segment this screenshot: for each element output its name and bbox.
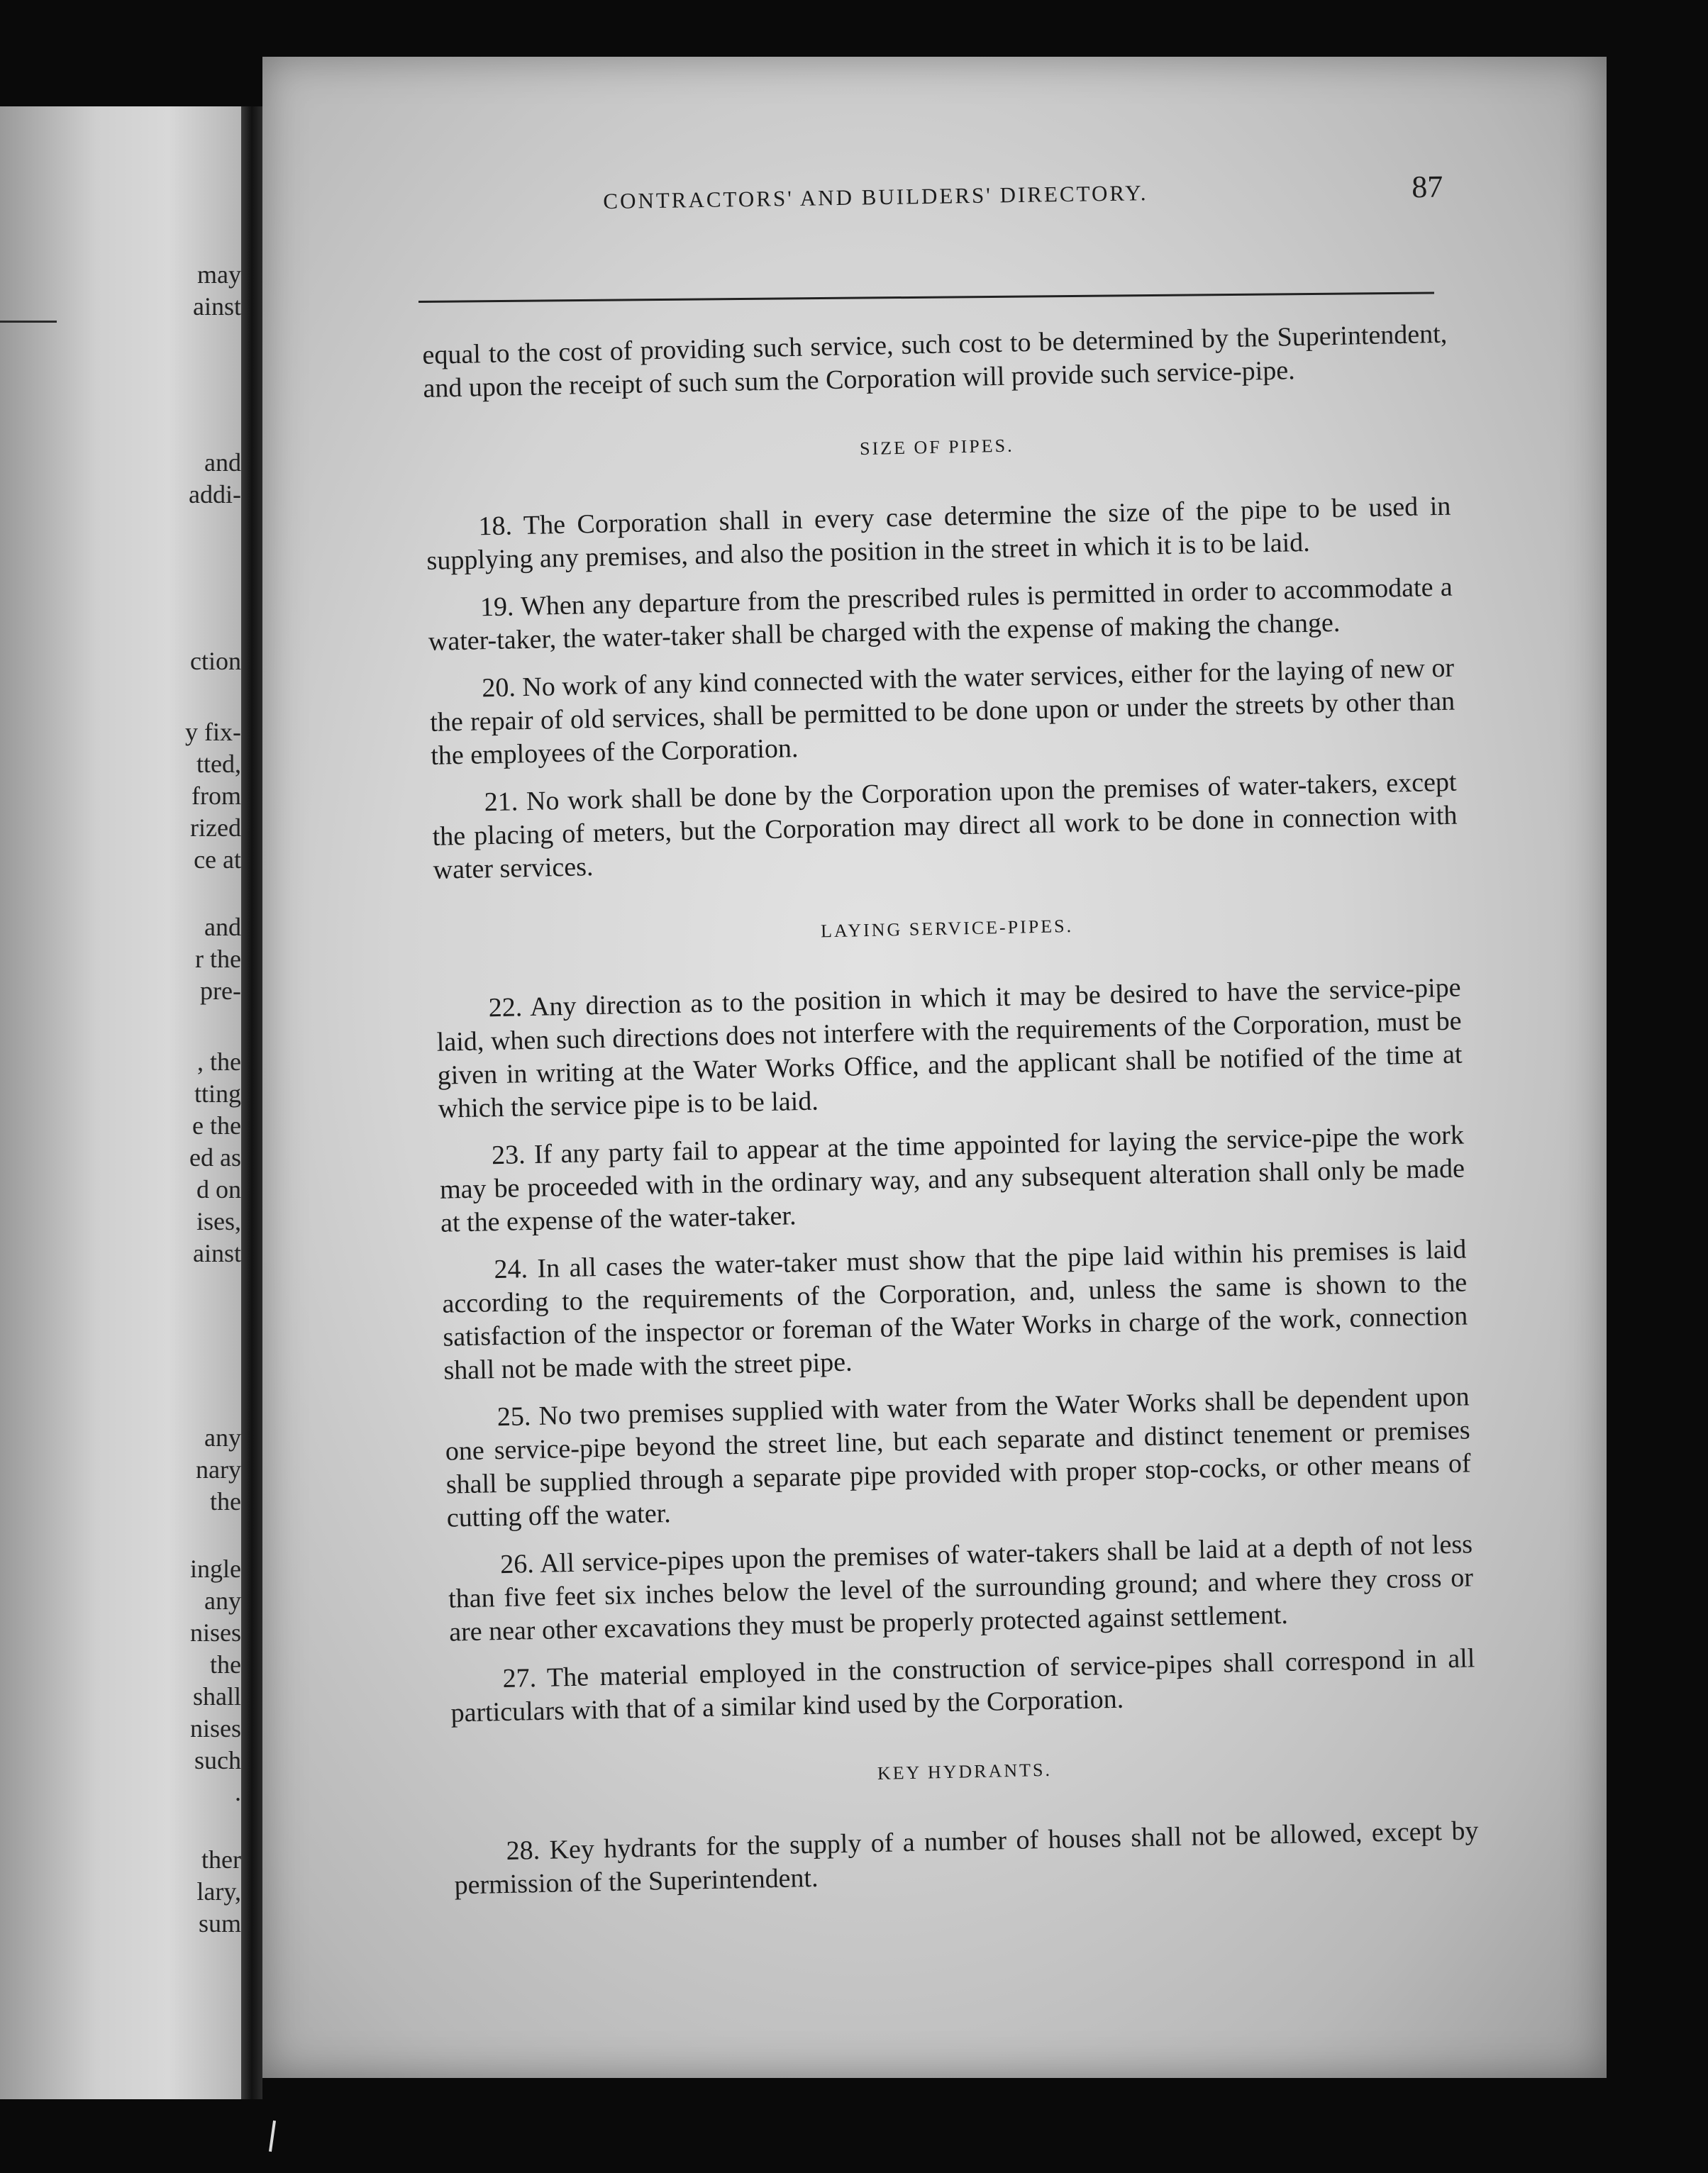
left-page-fragment: y fix- (185, 718, 241, 746)
left-page-fragment: any (204, 1423, 241, 1452)
opening-paragraph: equal to the cost of providing such service, such cost to be determined by the Superintendent, and upon the receipt of such sum the Corporation will provide such service-pipe. (422, 318, 1448, 404)
left-page-fragment: r the (195, 945, 241, 973)
page-body (422, 318, 1480, 1917)
left-page-fragment: ce at (194, 845, 241, 874)
rule-22: 22. Any direction as to the position in which it may be desired to have the service-pipe laid, when such directions does not interfere with the requirements of the Corporation, must be given in writing at the Water Works Office, and the applicant shall be notified of the time at which the service pipe is to be laid. (436, 972, 1463, 1124)
rule-24: 24. In all cases the water-taker must show that the pipe laid within his premises is laid according to the requirements of the Corporation, and, unless the same is shown to the satisfaction of the inspector or foreman of the Water Works in charge of the work, connection shall not be made with the street pipe. (442, 1234, 1468, 1386)
left-page-fragment: addi- (189, 480, 241, 508)
rule-23: 23. If any party fail to appear at the time appointed for laying the service-pipe the work may be proceeded with in the ordinary way, and any subsequent alteration shall only be made at the expense of the water-taker. (439, 1120, 1465, 1238)
left-page-fragment: nises (190, 1618, 241, 1647)
section-heading-size-of-pipes: SIZE OF PIPES. (859, 435, 1014, 460)
left-page-fragment: tting (194, 1079, 241, 1108)
rule-18: 18. The Corporation shall in every case determine the size of the pipe to be used in supplying any premises, and also the position in the street in which it is to be laid. (426, 491, 1451, 576)
rule-21: 21. No work shall be done by the Corporation upon the premises of water-takers, except the placing of meters, but the Corporation may direct all work to be done in connection with water services. (432, 767, 1458, 885)
left-page (0, 106, 241, 2099)
left-page-fragment: , the (197, 1047, 241, 1076)
left-page-fragment: any (204, 1586, 241, 1615)
left-page-fragment: nises (190, 1714, 241, 1743)
section-heading-key-hydrants: KEY HYDRANTS. (877, 1759, 1053, 1784)
rule-25: 25. No two premises supplied with water from the Water Works shall be dependent upon one service-pipe beyond the street line, but each separate and distinct tenement or premises shall be supplied through a separate pipe provided with proper stop-cocks, or other means of cutting off the water. (445, 1382, 1471, 1533)
left-page-fragment: e the (192, 1111, 241, 1140)
rule-28: 28. Key hydrants for the supply of a number of houses shall not be allowed, except by permission of the Superintendent. (454, 1816, 1479, 1901)
rule-19: 19. When any departure from the prescribed rules is permitted in order to accommodate a water-taker, the water-taker shall be charged with the expense of making the change. (428, 572, 1453, 657)
left-page-text-fragments (0, 106, 241, 2099)
left-page-fragment: lary, (196, 1877, 241, 1906)
left-page-fragment: the (210, 1487, 241, 1516)
left-page-fragment: ction (190, 647, 241, 675)
section-heading-laying-service-pipes: LAYING SERVICE-PIPES. (820, 915, 1074, 942)
page-number: 87 (1411, 169, 1443, 205)
rule-26: 26. All service-pipes upon the premises of water-takers shall be laid at a depth of not less than five feet six inches below the level of the surrounding ground; and where they cross or are near other excavations they must be properly protected against settlement. (448, 1529, 1474, 1647)
left-page-fragment: d on (196, 1175, 241, 1204)
left-page-fragment: nary (196, 1455, 241, 1484)
left-page-fragment: ainst (193, 292, 241, 321)
left-page-fragment: . (235, 1778, 241, 1806)
left-page-fragment: such (194, 1746, 241, 1774)
left-page-fragment: tted, (196, 750, 241, 778)
left-page-fragment: ther (201, 1845, 241, 1874)
left-page-fragment: ises, (196, 1207, 241, 1235)
running-title: CONTRACTORS' AND BUILDERS' DIRECTORY. (603, 180, 1148, 214)
left-page-fragment: ingle (190, 1555, 241, 1583)
left-page-fragment: and (204, 448, 241, 477)
left-page-fragment: ed as (189, 1143, 241, 1172)
rule-27: 27. The material employed in the construction of service-pipes shall correspond in all particulars with that of a similar kind used by the Corporation. (450, 1643, 1475, 1728)
rule-20: 20. No work of any kind connected with the water services, either for the laying of new or the repair of old services, shall be permitted to be done upon or under the streets by other than the employees of the Corporation. (429, 652, 1455, 771)
left-page-fragment: from (192, 782, 241, 810)
left-page-fragment: the (210, 1650, 241, 1679)
left-page-fragment: pre- (200, 977, 241, 1005)
left-page-fragment: may (197, 260, 241, 289)
left-page-fragment: sum (198, 1909, 241, 1938)
left-page-fragment: shall (193, 1682, 241, 1711)
left-page-fragment: ainst (193, 1239, 241, 1267)
book-gutter (241, 106, 262, 2099)
left-page-fragment: rized (190, 813, 241, 842)
left-page-fragment: and (204, 913, 241, 941)
